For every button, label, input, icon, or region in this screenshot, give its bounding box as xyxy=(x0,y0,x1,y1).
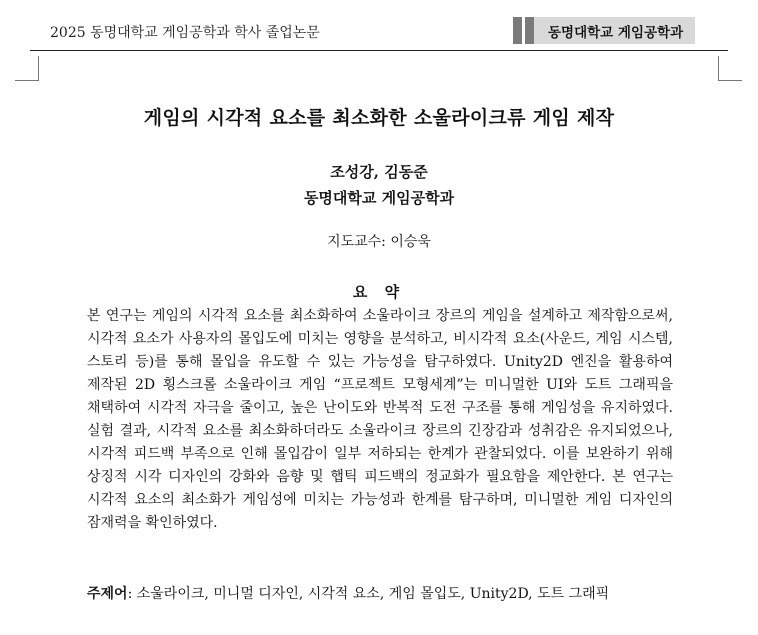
header-rule xyxy=(30,50,728,51)
keywords-separator: : xyxy=(127,586,137,602)
header-badge xyxy=(513,17,695,44)
keywords xyxy=(87,583,687,603)
header-badge-bar xyxy=(525,17,534,44)
crop-mark-right xyxy=(718,80,742,81)
header-badge-label: 동명대학교 게임공학과 xyxy=(534,17,695,44)
running-header-text: 2025 동명대학교 게임공학과 학사 졸업논문 xyxy=(50,25,320,41)
abstract-body: 본 연구는 게임의 시각적 요소를 최소화하여 소울라이크 장르의 게임을 설계하고 제작함으로써, 시각적 요소가 사용자의 몰입도에 미치는 영향을 분석하고, 비시각적 요소(사운드, 게임 시스템, 스토리 등)를 통해 몰입을 유도할 수 있는 가능성을 탐구하였다. Unity2D 엔진을 활용하여 제작된 2D 횡스크롤 소울라이크 게임 “프로젝트 모형세계”는 미니멀한 UI와 도트 그래픽을 채택하여 시각적 자극을 줄이고, 높은 난이도와 반복적 도전 구조를 통해 게임성을 유지하였다. 실험 결과, 시각적 요소를 최소화하더라도 소울라이크 장르의 긴장감과 성취감은 유지되었으나, 시각적 피드백 부족으로 인해 몰입감이 일부 저하되는 한계가 관찰되었다. 이를 보완하기 위해 상징적 시각 디자인의 강화와 음향 및 햅틱 피드백의 정교화가 필요함을 제안한다. 본 연구는 시각적 요소의 최소화가 게임성에 미치는 가능성과 한계를 탐구하며, 미니멀한 게임 디자인의 잠재력을 확인하였다. xyxy=(87,308,673,531)
paper-title: 게임의 시각적 요소를 최소화한 소울라이크류 게임 제작 xyxy=(143,107,615,129)
keywords-values: 소울라이크, 미니멀 디자인, 시각적 요소, 게임 몰입도, Unity2D, 도트 그래픽 xyxy=(136,586,610,602)
header-badge-bar xyxy=(513,17,522,44)
paper-affiliation: 동명대학교 게임공학과 xyxy=(303,189,455,207)
crop-mark-left xyxy=(38,56,39,81)
paper-advisor: 지도교수: 이승욱 xyxy=(327,234,431,250)
crop-mark-right xyxy=(718,56,719,81)
keywords-label: 주제어 xyxy=(87,586,128,602)
crop-mark-left xyxy=(15,80,39,81)
paper-authors: 조성강, 김동준 xyxy=(330,163,428,181)
abstract-heading: 요 약 xyxy=(352,283,406,301)
